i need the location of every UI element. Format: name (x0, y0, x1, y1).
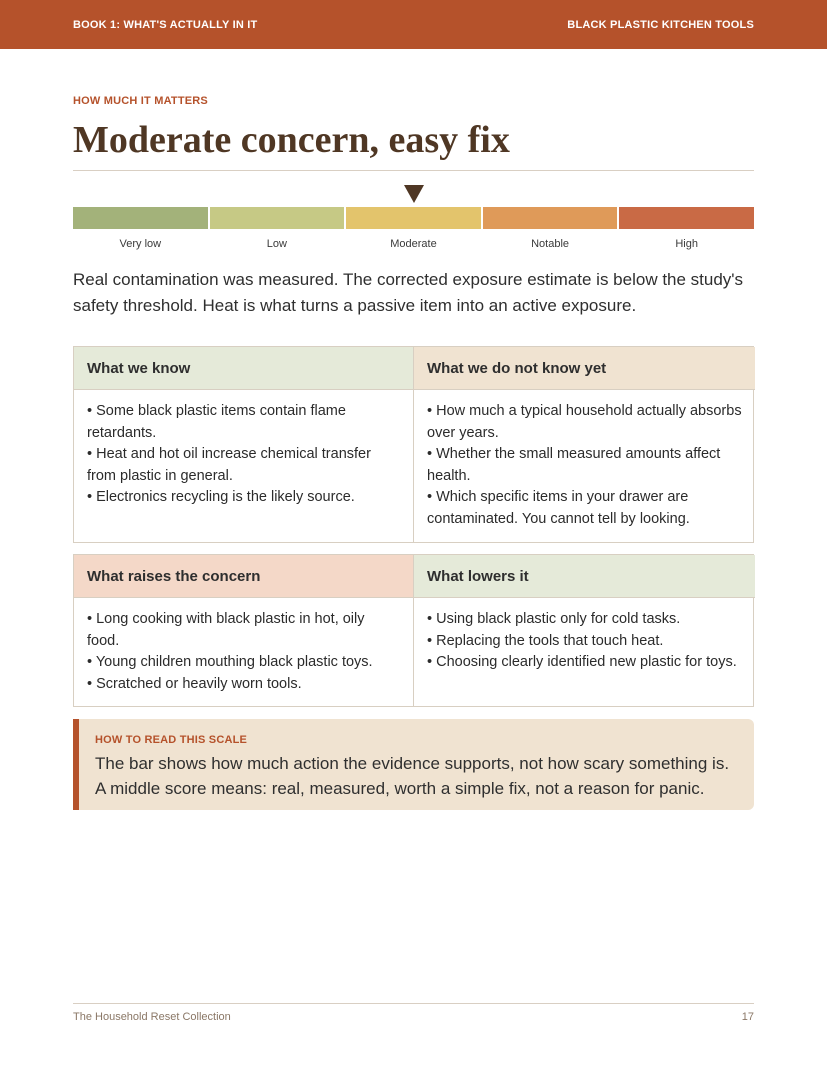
table-header-lowers-concern: What lowers it (414, 555, 755, 598)
page-title: Moderate concern, easy fix (73, 119, 510, 161)
scale-segment-very-low (73, 207, 208, 229)
footer-collection-name: The Household Reset Collection (73, 1011, 231, 1023)
scale-segment-high (619, 207, 754, 229)
scale-segment-moderate (346, 207, 481, 229)
header-book-title: BOOK 1: WHAT'S ACTUALLY IN IT (73, 18, 258, 31)
scale-label: Moderate (390, 238, 437, 250)
callout-box (73, 719, 754, 810)
concern-factors-table (73, 554, 754, 707)
table-header-what-we-do-not-know: What we do not know yet (414, 347, 755, 390)
scale-segment-notable (483, 207, 618, 229)
scale-label: Low (266, 238, 287, 250)
list-item: • Electronics recycling is the likely source. (87, 489, 355, 506)
scale-label: High (675, 238, 698, 250)
table-header-raises-concern: What raises the concern (74, 555, 414, 598)
running-header (0, 0, 827, 49)
concern-scale-bar (73, 207, 754, 229)
section-kicker: HOW MUCH IT MATTERS (73, 95, 208, 107)
list-item: • Young children mouthing black plastic toys. (87, 654, 373, 671)
list-item: • Heat and hot oil increase chemical transfer from plastic in general. (87, 446, 371, 484)
scale-segment-low (210, 207, 345, 229)
list-item: • Using black plastic only for cold tasks. (427, 611, 681, 627)
header-chapter-title: BLACK PLASTIC KITCHEN TOOLS (567, 18, 754, 31)
table-cell-lowers-concern (414, 598, 755, 706)
lead-paragraph: Real contamination was measured. The corrected exposure estimate is below the study's safety threshold. Heat is what turns a passive item into an active exposure. (73, 270, 744, 315)
page-number: 17 (741, 1011, 754, 1023)
list-item: • Choosing clearly identified new plastic for toys. (427, 654, 737, 671)
callout-text: The bar shows how much action the evidence supports, not how scary something is. A middle score means: real, measured, worth a simple fix, not a reason for panic. (95, 754, 730, 798)
table-header-what-we-know: What we know (74, 347, 414, 390)
list-item: • Some black plastic items contain flame retardants. (87, 403, 346, 441)
table-cell-raises-concern (74, 598, 414, 706)
knowledge-table (73, 346, 754, 543)
footer-divider (73, 1003, 754, 1004)
scale-label: Notable (531, 238, 570, 250)
list-item: • How much a typical household actually absorbs over years. (427, 403, 742, 441)
table-cell-what-we-do-not-know (414, 390, 755, 542)
callout-kicker: HOW TO READ THIS SCALE (95, 734, 248, 746)
concern-scale-labels (73, 238, 754, 250)
list-item: • Replacing the tools that touch heat. (427, 632, 664, 649)
list-item: • Scratched or heavily worn tools. (87, 675, 302, 692)
title-divider (73, 170, 754, 171)
scale-pointer-icon (404, 185, 424, 203)
page-footer (73, 1011, 754, 1023)
list-item: • Which specific items in your drawer are contaminated. You cannot tell by looking. (427, 489, 690, 527)
list-item: • Long cooking with black plastic in hot, oily food. (87, 611, 365, 649)
table-cell-what-we-know (74, 390, 414, 542)
list-item: • Whether the small measured amounts affect health. (427, 446, 721, 484)
scale-label: Very low (119, 238, 162, 250)
